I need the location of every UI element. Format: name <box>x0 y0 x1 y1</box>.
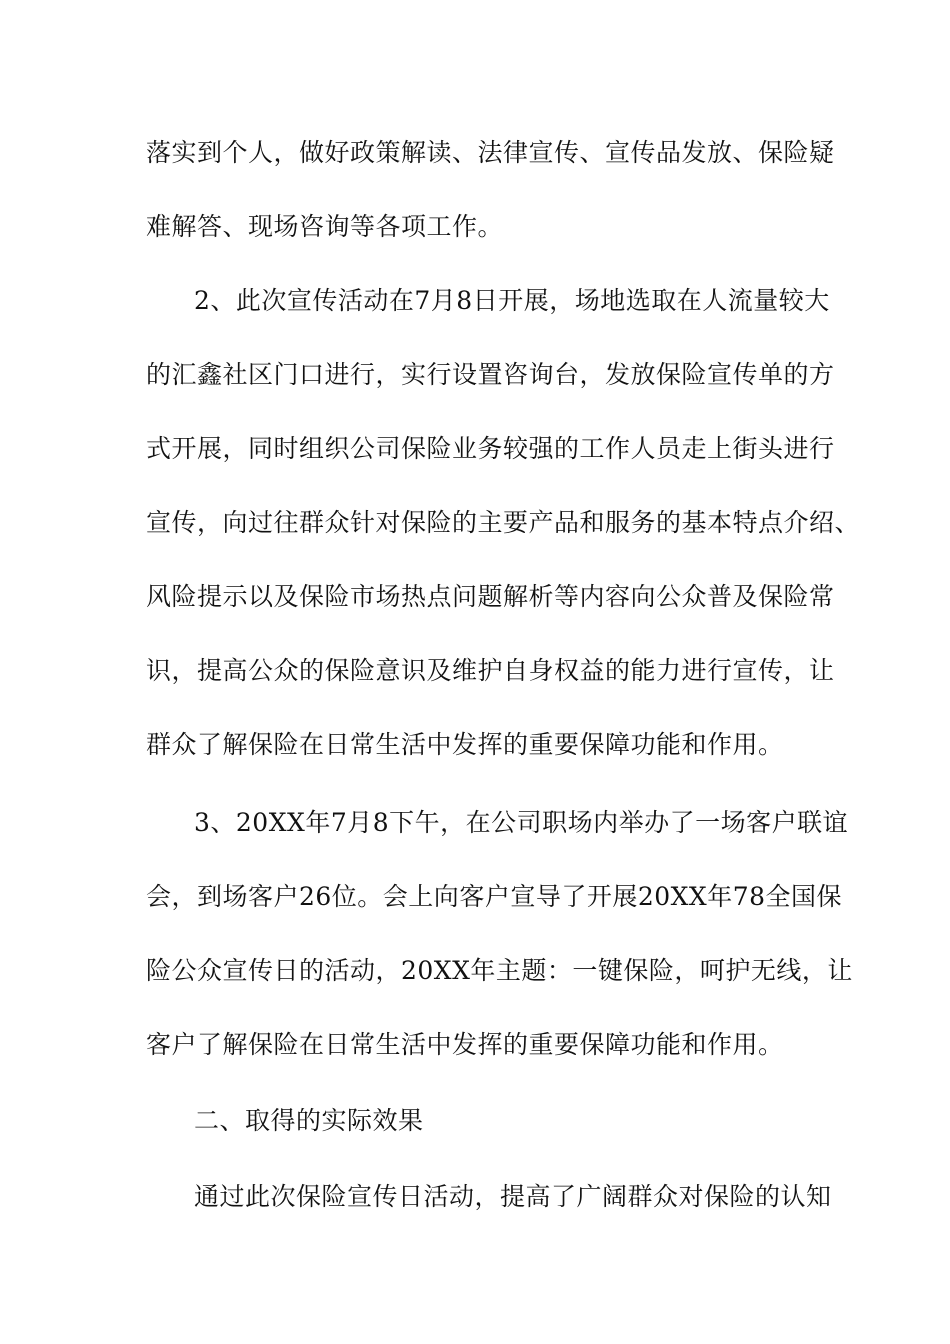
paragraph-line: 通过此次保险宣传日活动，提高了广阔群众对保险的认知 <box>194 1182 832 1211</box>
paragraph-line: 客户了解保险在日常生活中发挥的重要保障功能和作用。 <box>146 1030 784 1059</box>
paragraph-line: 3、20XX年7月8下午，在公司职场内举办了一场客户联谊 <box>194 808 849 837</box>
paragraph-line: 险公众宣传日的活动，20XX年主题：一键保险，呵护无线，让 <box>146 956 853 985</box>
paragraph-line: 风险提示以及保险市场热点问题解析等内容向公众普及保险常 <box>146 582 835 611</box>
paragraph-line: 难解答、现场咨询等各项工作。 <box>146 212 504 241</box>
section-heading: 二、取得的实际效果 <box>194 1106 424 1135</box>
paragraph-line: 落实到个人，做好政策解读、法律宣传、宣传品发放、保险疑 <box>146 138 835 167</box>
paragraph-line: 的汇鑫社区门口进行，实行设置咨询台，发放保险宣传单的方 <box>146 360 835 389</box>
paragraph-line: 宣传，向过往群众针对保险的主要产品和服务的基本特点介绍、 <box>146 508 861 537</box>
paragraph-line: 式开展，同时组织公司保险业务较强的工作人员走上街头进行 <box>146 434 835 463</box>
paragraph-line: 群众了解保险在日常生活中发挥的重要保障功能和作用。 <box>146 730 784 759</box>
paragraph-line: 2、此次宣传活动在7月8日开展，场地选取在人流量较大 <box>194 286 830 315</box>
paragraph-line: 识，提高公众的保险意识及维护自身权益的能力进行宣传，让 <box>146 656 835 685</box>
paragraph-line: 会，到场客户26位。会上向客户宣导了开展20XX年78全国保 <box>146 882 843 911</box>
